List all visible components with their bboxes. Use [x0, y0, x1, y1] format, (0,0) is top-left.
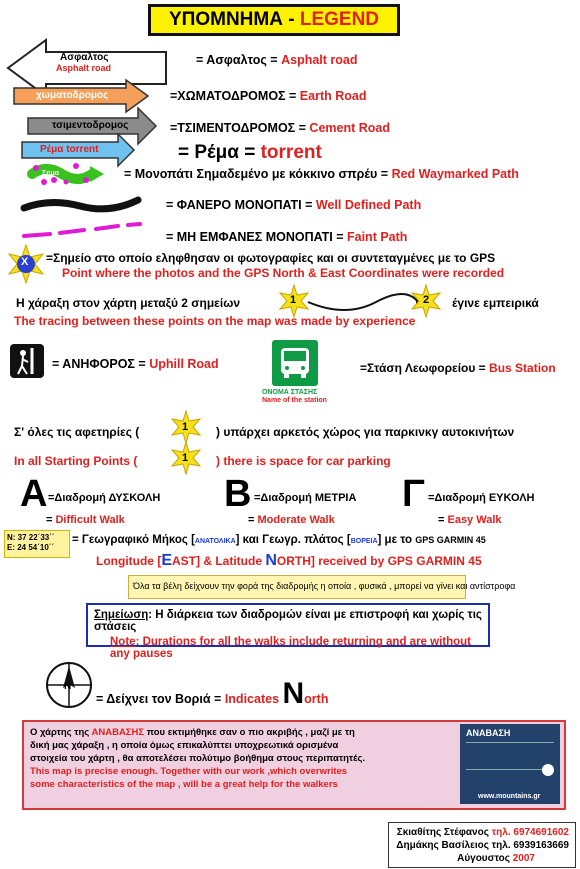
path-lines	[10, 190, 170, 250]
bus-station-icon	[272, 340, 318, 386]
map-cover-title: ΑΝΑΒΑΣΗ	[466, 728, 511, 738]
waymarked-path-legend: = Μονοπάτι Σημαδεμένο με κόκκινο σπρέυ = Red Waymarked Path	[124, 167, 519, 181]
north-compass-letter: N	[64, 681, 72, 692]
moderate-en: = Moderate Walk	[248, 514, 335, 526]
faint-path-legend: = ΜΗ ΕΜΦΑΝΕΣ ΜΟΝΟΠΑΤΙ = Faint Path	[166, 230, 408, 244]
uphill-legend: = ΑΝΗΦΟΡΟΣ = Uphill Road	[52, 357, 219, 371]
map-note-text: Ο χάρτης της ΑΝΑΒΑΣΗΣ που εκτιμήθηκε σαν ο πιο ακριβής , μαζί με τη δική μας χάραξη , η οποία όμως επικαλύπτει υποχρεωτικά ορισμένα στοιχεία του χάρτη , θα αποτελέσει πολύτιμο βοήθημα στους περιπατητές. This map is precise enough. Together with our work ,which overwrites some characteristics of the map , will be a great help for the walkers	[30, 727, 366, 790]
torrent-arrow-label: Ρέμα torrent	[40, 144, 99, 155]
asphalt-arrow-sublabel: Asphalt road	[56, 63, 112, 73]
coords-en: Longitude [EAST] & Latitude NORTH] received by GPS GARMIN 45	[96, 552, 482, 569]
arrows-note-text: Όλα τα βέλη δείχνουν την φορά της διαδρομής η οποία , φυσικά , μπορεί να γίνει και αντίστροφα	[133, 581, 516, 591]
coords-gr: = Γεωγραφικό Μήκος [ΑΝΑΤΟΛΙΚΑ] και Γεωγρ. πλάτος [ΒΟΡΕΙΑ] με το GPS GARMIN 45	[72, 534, 486, 546]
coords-box	[4, 530, 70, 558]
coords-n: N: 37 22΄33΄΄	[7, 533, 55, 542]
duration-note-en: Note: Durations for all the walks include returning and are without any pauses	[110, 636, 472, 660]
gps-point-gr: =Σημείο στο οποίο εληφθησαν οι φωτογραφίες και οι συντεταγμένες με το GPS	[46, 251, 496, 265]
tracing-gr-before: Η χάραξη στον χάρτη μεταξύ 2 σημείων	[16, 296, 241, 310]
tracing-marker-2: 2	[423, 294, 430, 306]
uphill-icon	[10, 344, 44, 378]
waymarked-arrow-label: Σημα	[42, 170, 60, 177]
cement-road-legend: =ΤΣΙΜΕΝΤΟΔΡΟΜΟΣ = Cement Road	[170, 121, 390, 135]
moderate-letter: B	[224, 473, 252, 515]
well-defined-path-legend: = ΦΑΝΕΡΟ ΜΟΝΟΠΑΤΙ = Well Defined Path	[166, 198, 422, 212]
tracing-marker-1: 1	[290, 294, 297, 306]
faint-path-icon	[24, 224, 140, 236]
map-note-box	[22, 720, 566, 810]
bus-caption-gr: ΟΝΟΜΑ ΣΤΑΣΗΣ	[262, 389, 318, 396]
coords-e: E: 24 54΄10΄΄	[7, 543, 55, 552]
gps-point-en: Point where the photos and the GPS North & East Coordinates were recorded	[62, 266, 505, 280]
parking-gr-before: Σ' όλες τις αφετηρίες (	[14, 425, 140, 439]
well-defined-path-icon	[24, 200, 138, 209]
asphalt-legend: = Ασφαλτος = Asphalt road	[196, 53, 358, 67]
map-cover-logo-icon	[542, 764, 554, 776]
duration-note-box	[86, 603, 490, 660]
tracing-gr-after: έγινε εμπειρικά	[452, 296, 539, 310]
credit-1: Σκιαθίτης Στέφανος τηλ. 6974691602	[396, 827, 569, 838]
waymarked-path-icon	[32, 169, 92, 179]
parking-marker-1: 1	[182, 421, 189, 433]
credits-box	[388, 822, 576, 868]
earth-arrow-label: χωματοδρομος	[36, 90, 109, 101]
parking-en-before: In all Starting Points (	[14, 454, 138, 468]
tracing-en: The tracing between these points on the map was made by experience	[14, 314, 416, 328]
anavasi-map-cover	[460, 724, 560, 804]
easy-gr: =Διαδρομή ΕΥΚΟΛΗ	[428, 492, 535, 504]
difficult-letter: A	[20, 473, 48, 515]
earth-road-legend: =ΧΩΜΑΤΟΔΡΟΜΟΣ = Earth Road	[170, 89, 367, 103]
parking-marker-2: 1	[182, 452, 189, 464]
map-cover-site: www.mountains.gr	[478, 793, 541, 800]
credit-date: Αύγουστος 2007	[457, 853, 535, 864]
legend-title: ΥΠΟΜΝΗΜΑ - LEGEND	[148, 4, 400, 36]
bus-caption-en: Name of the station	[262, 397, 327, 404]
bus-legend: =Στάση Λεωφορείου = Bus Station	[360, 361, 556, 375]
torrent-legend: = Ρέμα = torrent	[178, 142, 322, 163]
parking-gr-after: ) υπάρχει αρκετός χώρος για παρκινκγ αυτοκινήτων	[216, 425, 515, 439]
north-legend: = Δείχνει τον Βοριά = Indicates North	[96, 677, 329, 710]
gps-point-marker: X	[21, 256, 29, 268]
asphalt-arrow-label: Ασφαλτος	[60, 52, 109, 63]
credit-2: Δημάκης Βασίλειος τηλ. 6939163669	[396, 840, 569, 851]
arrows-note-box	[128, 575, 516, 599]
difficult-en: = Difficult Walk	[46, 514, 125, 526]
easy-en: = Easy Walk	[438, 514, 502, 526]
easy-letter: Γ	[402, 473, 425, 515]
parking-en-after: ) there is space for car parking	[216, 454, 391, 468]
cement-arrow-label: τσιμεντοδρομος	[52, 120, 129, 131]
moderate-gr: =Διαδρομή ΜΕΤΡΙΑ	[254, 492, 357, 504]
difficult-gr: =Διαδρομή ΔΥΣΚΟΛΗ	[48, 492, 161, 504]
duration-note-gr: Σημείωση: Η διάρκεια των διαδρομών είναι με επιστροφή και χωρίς τις στάσεις	[94, 609, 482, 633]
